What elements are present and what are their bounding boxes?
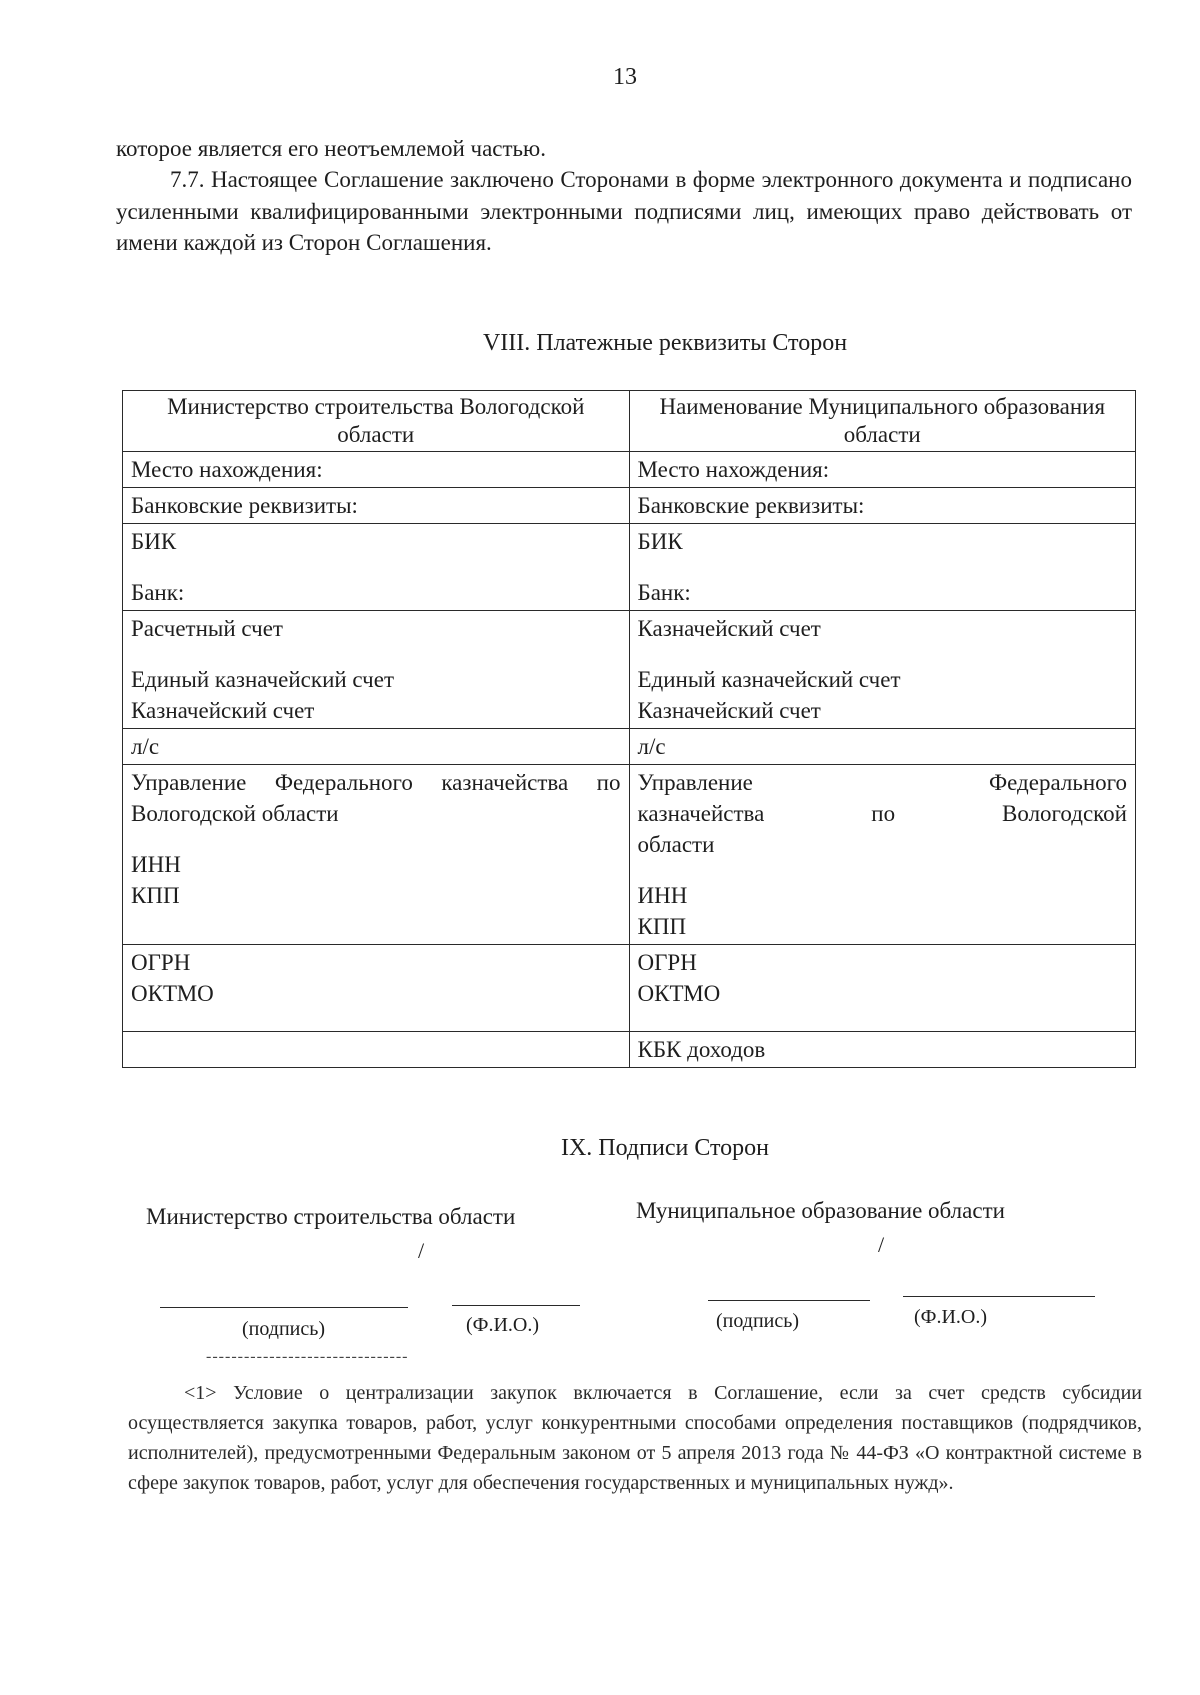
spacer: [131, 557, 621, 577]
table-row: [123, 1032, 1136, 1068]
spacer: [131, 644, 621, 664]
right-bank: Банк:: [637, 580, 691, 605]
table-row: [123, 945, 1136, 1032]
left-bik: БИК: [131, 529, 177, 554]
table-row: [123, 524, 1136, 611]
right-bik: БИК: [637, 529, 683, 554]
left-ogrn-cell: [123, 945, 630, 1032]
left-bank-cell: [123, 524, 630, 611]
right-treasury-word: казначейства: [637, 801, 765, 826]
left-treasury: Управление Федерального казначейства по Вологодской области: [131, 770, 621, 826]
section-9-title: IX. Подписи Сторон: [560, 1135, 770, 1161]
spacer: [638, 860, 1128, 880]
right-kbk: КБК доходов: [629, 1032, 1136, 1068]
right-accounts-cell: [629, 611, 1136, 729]
left-signatory-title: Министерство строительства области: [146, 1204, 516, 1229]
right-oktmo: ОКТМО: [637, 981, 721, 1006]
right-account-2: Единый казначейский счет: [637, 667, 901, 692]
left-bank-details: Банковские реквизиты:: [123, 488, 630, 524]
spacer: [131, 911, 621, 931]
right-party-header: Наименование Муниципального образования области: [629, 391, 1136, 452]
right-name-line: [903, 1296, 1095, 1297]
left-signature-line: [160, 1307, 408, 1308]
left-ogrn: ОГРН: [131, 950, 191, 975]
footnote: [128, 1378, 1142, 1498]
right-bank-cell: [629, 524, 1136, 611]
right-treasury-line-2: [638, 798, 1128, 829]
right-signature-caption: (подпись): [716, 1310, 800, 1332]
spacer: [131, 1009, 621, 1029]
paragraph-7-7: 7.7. Настоящее Соглашение заключено Сторонами в форме электронного документа и подписано усиленными квалифицированными электронными подписями лиц, имеющих право действовать от имени каждой из Сторон Соглашения.: [116, 167, 1132, 255]
spacer: [638, 557, 1128, 577]
right-kpp: КПП: [637, 914, 687, 939]
left-slash: /: [418, 1238, 425, 1263]
right-ogrn-cell: [629, 945, 1136, 1032]
spacer: [638, 1009, 1128, 1029]
left-account-3: Казначейский счет: [131, 698, 315, 723]
paragraph-continuation: которое является его неотъемлемой частью.: [116, 136, 546, 161]
table-row: [123, 765, 1136, 945]
payment-details-table: [122, 390, 1136, 1068]
left-location: Место нахождения:: [123, 452, 630, 488]
left-party-header: Министерство строительства Вологодской области: [123, 391, 630, 452]
right-treasury-word: Вологодской: [1002, 801, 1127, 826]
section-8-title: VIII. Платежные реквизиты Сторон: [482, 330, 848, 356]
right-location: Место нахождения:: [629, 452, 1136, 488]
right-ls: л/с: [629, 729, 1136, 765]
right-signatory-title: Муниципальное образование области: [636, 1198, 1005, 1223]
page-number: 13: [613, 64, 637, 90]
footnote-separator: --------------------------------: [206, 1348, 409, 1365]
table-row: [123, 452, 1136, 488]
right-account-1: Казначейский счет: [637, 616, 821, 641]
left-ls: л/с: [123, 729, 630, 765]
left-account-2: Единый казначейский счет: [131, 667, 395, 692]
spacer: [638, 644, 1128, 664]
right-bank-details: Банковские реквизиты:: [629, 488, 1136, 524]
footnote-text: <1> Условие о централизации закупок включается в Соглашение, если за счет средств субсидии осуществляется закупка товаров, работ, услуг конкурентными способами определения поставщиков (подрядчиков, исполнителей), предусмотренными Федеральным законом от 5 апреля 2013 года № 44-ФЗ «О контрактной системе в сфере закупок товаров, работ, услуг для обеспечения государственных и муниципальных нужд».: [128, 1382, 1142, 1494]
spacer: [131, 829, 621, 849]
right-account-3: Казначейский счет: [637, 698, 821, 723]
right-treasury-line-3: области: [637, 832, 715, 857]
right-ogrn: ОГРН: [637, 950, 697, 975]
right-slash: /: [878, 1232, 885, 1257]
left-oktmo: ОКТМО: [131, 981, 214, 1006]
right-signature-line: [708, 1300, 870, 1301]
table-row: [123, 729, 1136, 765]
left-treasury-cell: [123, 765, 630, 945]
table-row: [123, 488, 1136, 524]
left-kpp: КПП: [131, 883, 180, 908]
left-accounts-cell: [123, 611, 630, 729]
left-inn: ИНН: [131, 852, 181, 877]
left-bank: Банк:: [131, 580, 185, 605]
right-treasury-line-1: [638, 767, 1128, 798]
left-signature-caption: (подпись): [242, 1318, 326, 1340]
right-name-caption: (Ф.И.О.): [914, 1306, 988, 1328]
right-treasury-word: по: [871, 801, 896, 826]
left-name-caption: (Ф.И.О.): [466, 1314, 540, 1336]
right-treasury-cell: [629, 765, 1136, 945]
left-account-1: Расчетный счет: [131, 616, 283, 641]
right-treasury-word: Управление: [637, 770, 753, 795]
table-row: [123, 611, 1136, 729]
left-kbk: [123, 1032, 630, 1068]
right-inn: ИНН: [637, 883, 688, 908]
table-row: [123, 391, 1136, 452]
left-name-line: [452, 1305, 580, 1306]
right-treasury-word: Федерального: [988, 770, 1127, 795]
